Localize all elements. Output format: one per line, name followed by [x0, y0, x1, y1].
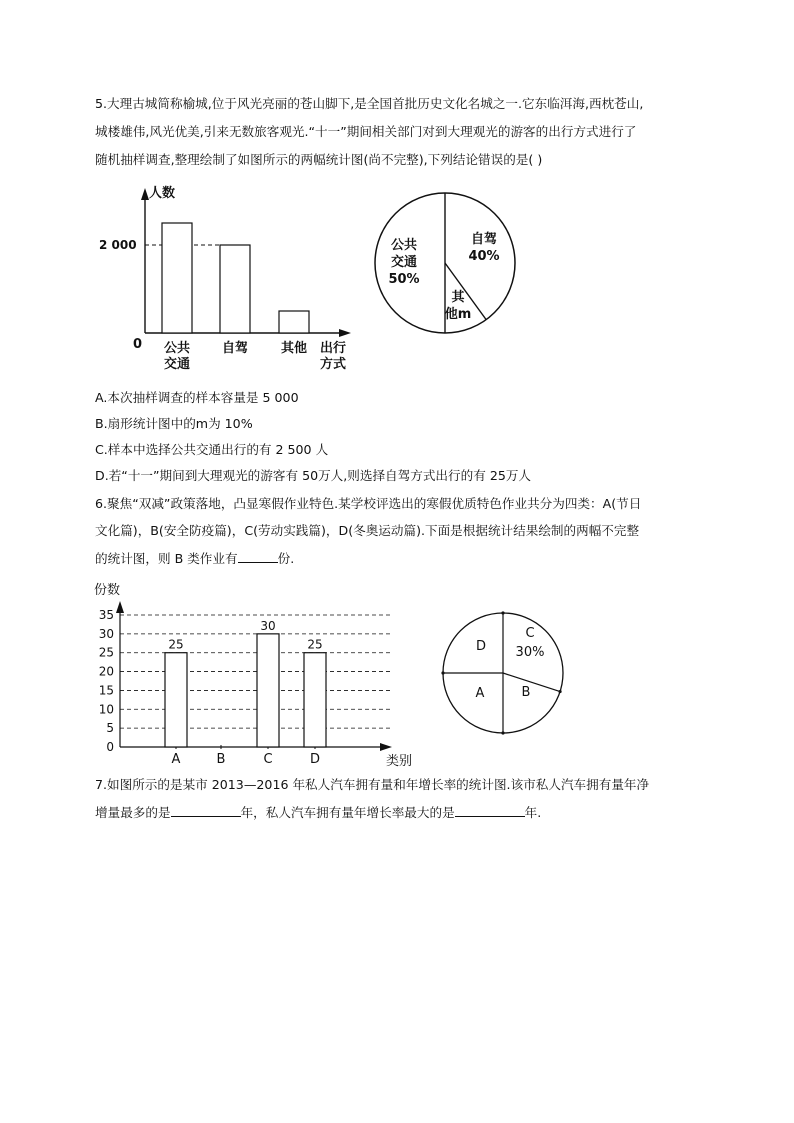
pie-slice-label: 其 — [451, 290, 465, 305]
y-tick-label: 30 — [98, 626, 114, 641]
category-label: A — [171, 752, 181, 767]
boundary-dot — [501, 611, 504, 614]
q7-answer-blank-1[interactable] — [171, 803, 241, 817]
bar-C — [257, 634, 279, 747]
q6-line-3-text: 的统计图，则 B 类作业有 — [95, 551, 238, 566]
q7-answer-blank-2[interactable] — [455, 803, 525, 817]
y-tick-label: 0 — [106, 740, 114, 754]
pie-slice-label: B — [521, 685, 531, 700]
y-tick-label: 25 — [98, 645, 114, 660]
q6-line-3 — [95, 549, 294, 568]
y-axis-arrow — [141, 188, 149, 200]
q5-option-a: A.本次抽样调查的样本容量是 5 000 — [95, 390, 299, 405]
y-axis-label: 人数 — [149, 186, 176, 201]
pie-slice-label: A — [475, 686, 485, 701]
bar-2 — [279, 311, 309, 333]
bar-0 — [162, 223, 192, 333]
q5-line-3: 随机抽样调查,整理绘制了如图所示的两幅统计图(尚不完整),下列结论错误的是( ) — [95, 152, 543, 167]
q7-line-2-text-a: 增量最多的是 — [95, 805, 171, 820]
q5-option-c: C.样本中选择公共交通出行的有 2 500 人 — [95, 442, 329, 457]
q5-line-1: 5.大理古城简称榆城,位于风光亮丽的苍山脚下,是全国首批历史文化名城之一.它东临洱海,西枕苍山, — [95, 96, 644, 111]
q6-line-1: 6.聚焦“双减”政策落地，凸显寒假作业特色.某学校评选出的寒假优质特色作业共分为四类：A(节日 — [95, 496, 642, 511]
category-label: 其他 — [280, 341, 308, 356]
pie-slice-label: 自驾 — [470, 232, 498, 247]
category-label: 公共 — [163, 341, 191, 356]
x-axis-arrow — [380, 743, 392, 751]
category-label: C — [263, 752, 273, 767]
bar-1 — [220, 245, 250, 333]
x-axis-arrow — [339, 329, 351, 337]
data-label: 25 — [168, 637, 184, 652]
bar-D — [304, 653, 326, 747]
category-label: B — [216, 752, 226, 767]
pie-slice-label: 公共 — [390, 238, 418, 253]
category-label: D — [309, 752, 321, 767]
q6-line-3-suffix: 份. — [277, 551, 295, 566]
y-axis-arrow — [116, 601, 124, 613]
bar-A — [165, 653, 187, 747]
q7-line-2-text-c: 年. — [524, 805, 542, 820]
origin-label: 0 — [133, 337, 143, 352]
data-label: 25 — [307, 637, 323, 652]
x-axis-label: 方式 — [319, 357, 347, 372]
pie-slice-label: C — [525, 626, 535, 641]
pie-slice-label: 交通 — [390, 255, 418, 270]
x-axis-label: 出行 — [319, 341, 347, 356]
q7-line-2 — [95, 803, 541, 822]
q7-line-2-text-b: 年，私人汽车拥有量年增长率最大的是 — [240, 805, 455, 820]
y-tick-label: 10 — [98, 702, 114, 717]
q6-line-2: 文化篇)，B(安全防疫篇)，C(劳动实践篇)，D(冬奥运动篇).下面是根据统计结果绘制的两幅不完整 — [95, 523, 640, 538]
y-tick-label: 20 — [98, 664, 114, 679]
category-label: 交通 — [163, 357, 191, 372]
pie-slice-label: 40% — [468, 249, 500, 264]
pie-slice-label: D — [475, 639, 487, 654]
y-tick-label: 2 000 — [99, 238, 137, 252]
boundary-dot — [558, 690, 561, 693]
boundary-dot — [441, 671, 444, 674]
pie-slice-label: 他m — [444, 307, 472, 322]
y-axis-label: 份数 — [94, 583, 121, 598]
q6-answer-blank[interactable] — [238, 549, 278, 563]
y-tick-label: 35 — [98, 608, 114, 622]
y-tick-label: 5 — [106, 721, 114, 736]
y-tick-label: 15 — [98, 683, 114, 698]
q5-option-b: B.扇形统计图中的m为 10% — [95, 416, 253, 431]
q6-pie-chart — [430, 600, 580, 750]
q5-option-d: D.若“十一”期间到大理观光的游客有 50万人,则选择自驾方式出行的有 25万人 — [95, 468, 532, 483]
q7-line-1: 7.如图所示的是某市 2013—2016 年私人汽车拥有量和年增长率的统计图.该市私人汽车拥有量年净 — [95, 777, 650, 792]
q5-line-2: 城楼雄伟,风光优美,引来无数旅客观光.“十一”期间相关部门对到大理观光的游客的出行方式进行了 — [95, 124, 637, 139]
q6-bar-chart — [90, 575, 420, 775]
boundary-dot — [501, 731, 504, 734]
category-label: 自驾 — [221, 341, 249, 356]
pie-slice-label: 50% — [388, 272, 420, 287]
q5-bar-chart — [95, 178, 365, 378]
q5-pie-chart — [370, 185, 530, 345]
x-axis-label: 类别 — [386, 754, 413, 769]
data-label: 30 — [260, 618, 276, 633]
pie-slice-label: 30% — [515, 645, 545, 660]
